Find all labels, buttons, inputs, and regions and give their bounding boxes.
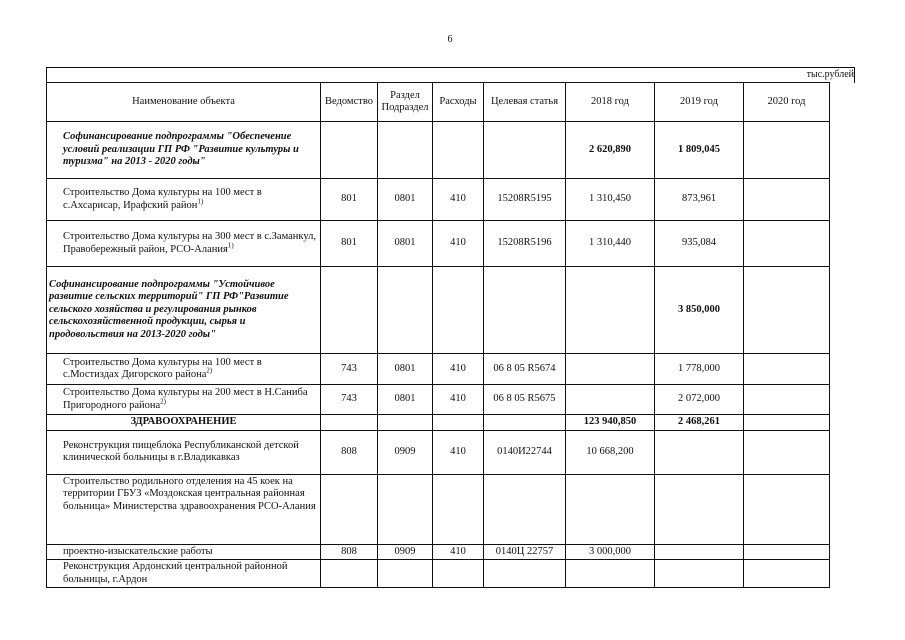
row-expense	[433, 415, 484, 431]
row-target: 0140И22744	[484, 430, 566, 474]
row-2018	[566, 560, 655, 588]
row-2019: 2 072,000	[655, 385, 744, 415]
row-2019: 935,084	[655, 221, 744, 267]
budget-table	[46, 82, 830, 588]
row-dept: 801	[321, 179, 378, 221]
row-2018	[566, 354, 655, 385]
row-2020	[744, 560, 830, 588]
row-footnote: 2)	[206, 366, 213, 375]
row-2019: 1 778,000	[655, 354, 744, 385]
row-2020	[744, 385, 830, 415]
row-section	[378, 415, 433, 431]
row-2019	[655, 544, 744, 560]
row-expense: 410	[433, 354, 484, 385]
row-name	[47, 221, 321, 267]
row-2020	[744, 544, 830, 560]
row-2019	[655, 560, 744, 588]
row-expense: 410	[433, 544, 484, 560]
col-header-section-line2: Подраздел	[381, 102, 429, 113]
row-target: 06 8 05 R5675	[484, 385, 566, 415]
row-2020	[744, 354, 830, 385]
row-expense: 410	[433, 385, 484, 415]
col-header-2019: 2019 год	[655, 83, 744, 122]
row-dept	[321, 122, 378, 179]
table-row	[47, 544, 830, 560]
row-name-text: Строительство Дома культуры на 300 мест в с.Заманкул, Правобережный район, РСО-Алания	[63, 231, 317, 255]
row-target: 0140Ц 22757	[484, 544, 566, 560]
row-2018: 1 310,440	[566, 221, 655, 267]
row-section: 0801	[378, 354, 433, 385]
row-footnote: 1)	[227, 241, 234, 249]
row-dept	[321, 267, 378, 354]
row-name-text: Строительство Дома культуры на 100 мест в с.Мостиздах Дигорского района	[63, 356, 262, 380]
row-target: 15208R5196	[484, 221, 566, 267]
row-dept	[321, 415, 378, 431]
col-header-name: Наименование объекта	[47, 83, 321, 122]
row-name	[47, 179, 321, 221]
row-2018	[566, 267, 655, 354]
row-expense: 410	[433, 430, 484, 474]
row-target	[484, 267, 566, 354]
header-row	[47, 83, 830, 122]
row-dept: 808	[321, 544, 378, 560]
row-target: 15208R5195	[484, 179, 566, 221]
units-frame-left	[46, 67, 47, 83]
col-header-2020: 2020 год	[744, 83, 830, 122]
row-footnote: 2)	[160, 397, 166, 405]
units-frame-top	[46, 67, 855, 68]
row-name: Реконструкция Ардонский центральной районной больницы, г.Ардон	[47, 560, 321, 588]
row-target	[484, 415, 566, 431]
row-name: Реконструкция пищеблока Республиканской детской клинической больницы в г.Владикавказ	[47, 430, 321, 474]
units-label: тыс.рублей	[806, 69, 854, 80]
row-expense	[433, 267, 484, 354]
table-row	[47, 385, 830, 415]
col-header-dept: Ведомство	[321, 83, 378, 122]
row-target	[484, 474, 566, 544]
row-section	[378, 560, 433, 588]
row-name	[47, 354, 321, 385]
row-dept	[321, 560, 378, 588]
row-section: 0909	[378, 430, 433, 474]
col-header-2018: 2018 год	[566, 83, 655, 122]
row-2018: 1 310,450	[566, 179, 655, 221]
row-2020	[744, 122, 830, 179]
row-2020	[744, 179, 830, 221]
row-2018: 123 940,850	[566, 415, 655, 431]
row-dept: 808	[321, 430, 378, 474]
row-2020	[744, 430, 830, 474]
row-target	[484, 560, 566, 588]
row-target: 06 8 05 R5674	[484, 354, 566, 385]
page-number: 6	[447, 34, 453, 45]
table-row	[47, 179, 830, 221]
row-footnote: 1)	[197, 197, 204, 205]
table-row	[47, 430, 830, 474]
row-name: проектно-изыскательские работы	[47, 544, 321, 560]
row-dept: 801	[321, 221, 378, 267]
col-header-section	[378, 83, 433, 122]
row-name: Софинансирование подпрограммы "Устойчивое развитие сельских территорий" ГП РФ"Развитие сельского хозяйства и регулирования рынков сельскохозяйственной продукции, сырья и продовольствия на 2013-2020 годы"	[47, 267, 321, 354]
row-2018: 10 668,200	[566, 430, 655, 474]
units-frame-right	[854, 67, 855, 83]
row-expense: 410	[433, 179, 484, 221]
row-2019: 3 850,000	[655, 267, 744, 354]
row-2019: 1 809,045	[655, 122, 744, 179]
row-name-text: Строительство Дома культуры на 200 мест в Н.Саниба Пригородного района	[63, 387, 308, 411]
row-dept	[321, 474, 378, 544]
row-2020	[744, 474, 830, 544]
table-row	[47, 415, 830, 431]
row-section	[378, 474, 433, 544]
row-section: 0801	[378, 179, 433, 221]
col-header-expenses: Расходы	[433, 83, 484, 122]
row-2018	[566, 474, 655, 544]
row-section: 0801	[378, 221, 433, 267]
table-row	[47, 474, 830, 544]
row-2018: 3 000,000	[566, 544, 655, 560]
row-section	[378, 122, 433, 179]
row-name: Строительство родильного отделения на 45 коек на территории ГБУЗ «Моздокская центральная районная больница» Министерства здравоохранения РСО-Алания	[47, 474, 321, 544]
row-2020	[744, 415, 830, 431]
row-dept: 743	[321, 385, 378, 415]
row-dept: 743	[321, 354, 378, 385]
table-row	[47, 122, 830, 179]
row-2020	[744, 221, 830, 267]
row-2020	[744, 267, 830, 354]
row-2018	[566, 385, 655, 415]
row-2019	[655, 474, 744, 544]
row-name: Софинансирование подпрограммы "Обеспечение условий реализации ГП РФ "Развитие культуры и туризма" на 2013 - 2020 годы"	[47, 122, 321, 179]
row-2019	[655, 430, 744, 474]
row-section: 0801	[378, 385, 433, 415]
row-expense	[433, 474, 484, 544]
row-section	[378, 267, 433, 354]
row-section: 0909	[378, 544, 433, 560]
row-expense: 410	[433, 221, 484, 267]
table-row	[47, 221, 830, 267]
col-header-target: Целевая статья	[484, 83, 566, 122]
row-2018: 2 620,890	[566, 122, 655, 179]
row-target	[484, 122, 566, 179]
row-2019: 873,961	[655, 179, 744, 221]
row-expense	[433, 560, 484, 588]
row-2019: 2 468,261	[655, 415, 744, 431]
table-row	[47, 560, 830, 588]
row-expense	[433, 122, 484, 179]
row-name-text: Строительство Дома культуры на 100 мест в с.Ахсарисар, Ирафский район	[63, 187, 262, 211]
section-title: ЗДРАВООХРАНЕНИЕ	[47, 415, 321, 431]
table-row	[47, 354, 830, 385]
row-name	[47, 385, 321, 415]
table-row	[47, 267, 830, 354]
col-header-section-line1: Раздел	[390, 89, 420, 101]
